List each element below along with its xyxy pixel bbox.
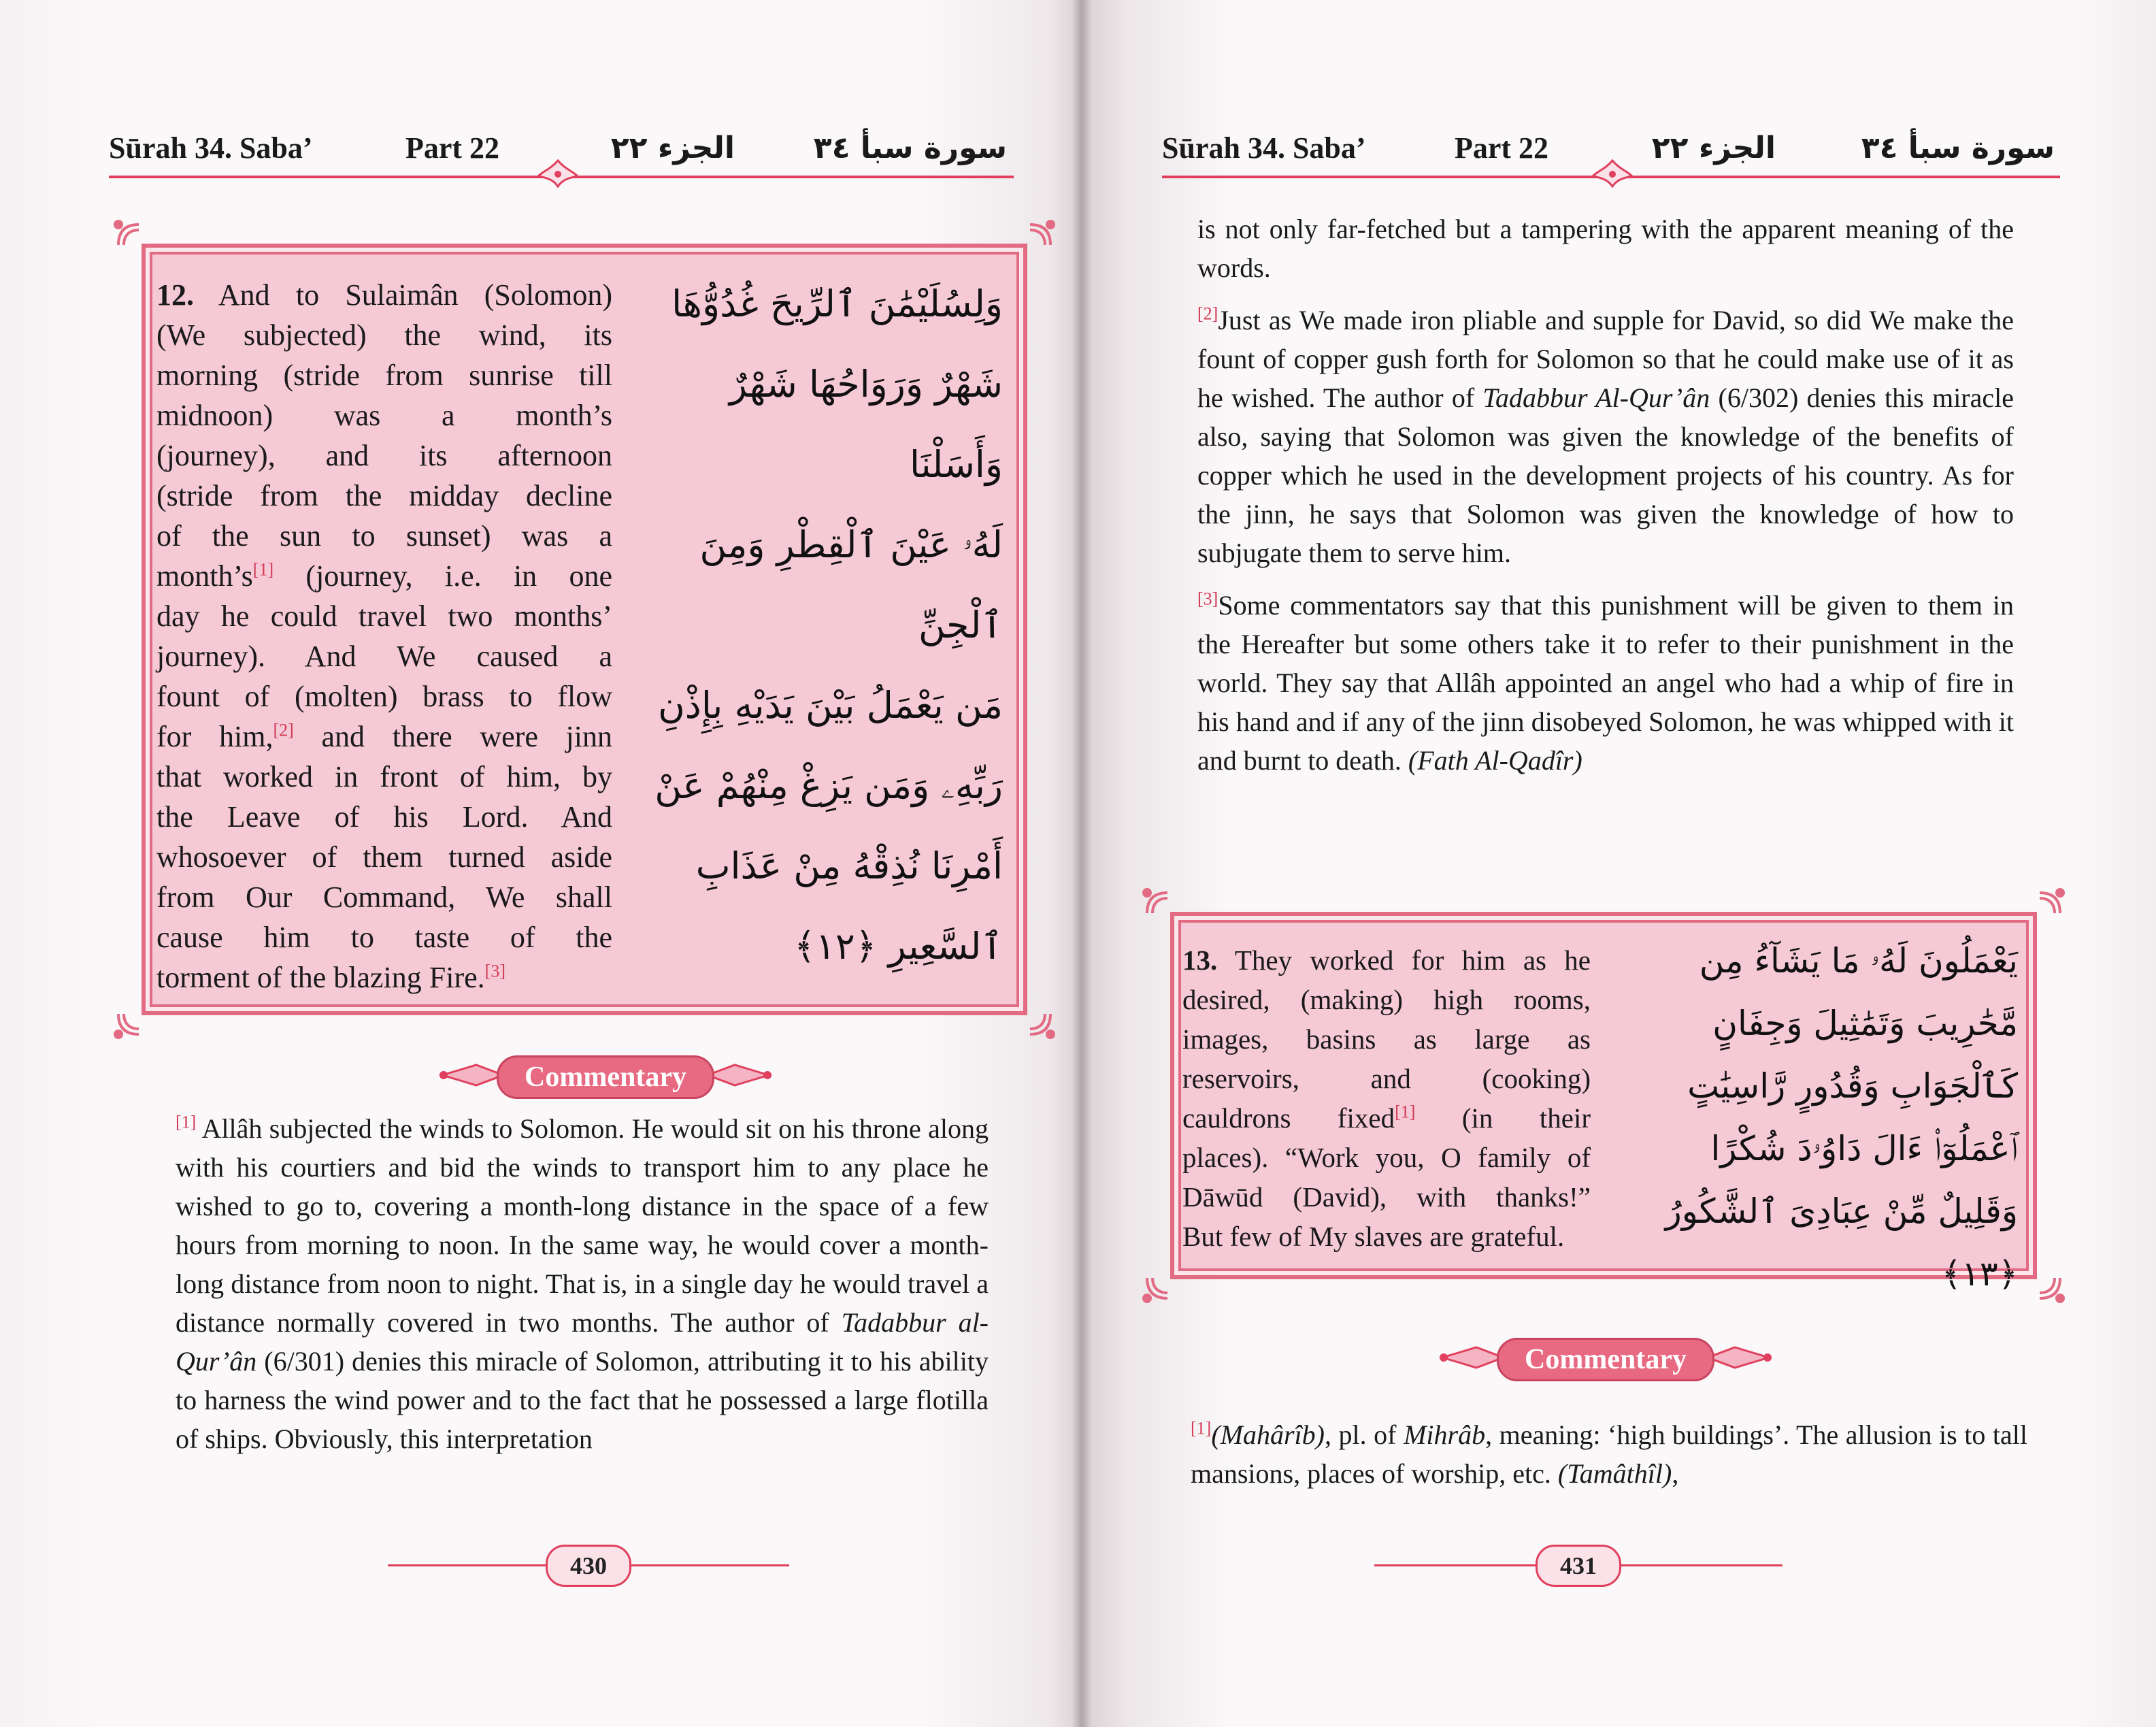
right-commentary-text: [1](Mahârîb), pl. of Mihrâb, meaning: ‘high buildings’. The allusion is to tall mansions, places of worship, etc. (Tamâthîl), [1191, 1418, 2027, 1489]
running-head-arabic-part: الجزء ٢٢ [1651, 131, 1776, 165]
corner-ornament-icon [1140, 886, 1195, 940]
verse-12-arabic: وَلِسُلَيْمَٰنَ ٱلرِّيحَ غُدُوُّهَا شَهْرٌ وَرَوَاحُهَا شَهْرٌ وَأَسَلْنَا لَهُۥ عَيْنَ ٱلْقِطْرِ وَمِنَ ٱلْجِنِّ مَن يَعْمَلُ بَيْنَ يَدَيْهِ بِإِذْنِ رَبِّهِۦ وَمَن يَزِغْ مِنْهُمْ عَنْ أَمْرِنَا نُذِقْهُ مِنْ عَذَابِ ٱلسَّعِيرِ ﴿١٢﴾ [654, 282, 1003, 968]
left-commentary-text: [1] Allâh subjected the winds to Solomon. He would sit on his throne along with his courtiers and bid the winds to transport him to any place he wished to go to, covering a month-long distance in the space of a few hours from morning to noon. In the same way, he would cover a month-long distance from noon to night. That is, in a single day he would travel a distance normally covered in two months. The author of Tadabbur al-Qur’ân (6/301) denies this miracle of Solomon, attributing it to his ability to harness the wind power and to the fact that he possessed a large flotilla of ships. Obviously, this interpretation [176, 1112, 989, 1454]
footnote-ref[interactable]: [1] [1395, 1102, 1416, 1122]
corner-ornament-icon [2012, 886, 2067, 940]
corner-ornament-icon [1003, 987, 1057, 1041]
footnote-ref[interactable]: [3] [484, 961, 505, 981]
running-head-part: Part 22 [1455, 131, 1549, 165]
commentary-label: Commentary [497, 1055, 714, 1099]
corner-ornament-icon [2012, 1251, 2067, 1305]
running-head-arabic-part: الجزء ٢٢ [610, 131, 735, 165]
banner-ornament-icon [1708, 1345, 1776, 1370]
right-notes-text: is not only far-fetched but a tampering with the apparent meaning of the words. [2]Just as We made iron pliable and supple for David, so did We make the fount of copper gush forth for Solomon so that he could make use of it as he wished. The author of Tadabbur Al-Qur’ân (6/302) denies this miracle also, saying that Solomon was given the knowledge of the benefits of copper which he used in the development projects of his country. As for the jinn, he says that Solomon was given the knowledge of how to subjugate them to serve him. [3]Some commentators say that this punishment will be given to them in the Hereafter but some others take it to refer to their punishment in the world. They say that Allâh appointed an angel who had a whip of fire in his hand and if any of the jinn disobeyed Solomon, he was whipped with it and burnt to death. (Fath Al-Qadîr) [1197, 214, 2014, 776]
banner-ornament-icon [435, 1062, 503, 1088]
verse-13-arabic: يَعْمَلُونَ لَهُۥ مَا يَشَآءُ مِن مَّحَٰرِيبَ وَتَمَٰثِيلَ وَجِفَانٍ كَٱلْجَوَابِ وَقُدُورٍ رَّاسِيَٰتٍ ٱعْمَلُوٓا۟ ءَالَ دَاوُۥدَ شُكْرًا وَقَلِيلٌ مِّنْ عِبَادِىَ ٱلشَّكُورُ ﴿١٣﴾ [1665, 941, 2018, 1294]
header-ornament-icon [1592, 158, 1633, 189]
footnote-ref[interactable]: [1] [252, 559, 274, 580]
corner-ornament-icon [1003, 218, 1057, 272]
page-number: 431 [1536, 1545, 1621, 1587]
footnote-marker: [1] [176, 1112, 197, 1132]
page-number: 430 [546, 1545, 631, 1587]
verse-13-translation: 13. They worked for him as he desired, (making) high rooms, images, basins as large as reservoirs, and (cooking) cauldrons fixed[1] (in their places). “Work you, O family of Dāwūd (David), with thanks!” But few of My slaves are grateful. [1182, 944, 1591, 1252]
running-head-arabic-surah: سورة سبأ ٣٤ [1861, 131, 2055, 165]
right-page [1082, 0, 2156, 1727]
header-ornament-icon [537, 158, 578, 189]
verse-12-translation: 12. And to Sulaimân (Solomon) (We subjected) the wind, its morning (stride from sunrise till midnoon) was a month’s (journey), and its afternoon (stride from the midday decline of the sun to sunset) was a month’s[1] (journey, i.e. in one day he could travel two months’ journey). And We caused a fount of (molten) brass to flow for him,[2] and there were jinn that worked in front of him, by the Leave of his Lord. And whosoever of them turned aside from Our Command, We shall cause him to taste of the torment of the blazing Fire.[3] [156, 278, 612, 994]
footnote-marker: [3] [1197, 589, 1218, 609]
commentary-label: Commentary [1497, 1338, 1714, 1381]
verse-13-box [1170, 912, 2037, 1294]
footnote-ref[interactable]: [2] [273, 720, 294, 740]
footnote-marker: [2] [1197, 303, 1218, 324]
banner-ornament-icon [708, 1062, 776, 1088]
commentary-banner [1436, 1334, 1776, 1381]
verse-number: 12. [156, 278, 194, 312]
corner-ornament-icon [1140, 1251, 1195, 1305]
running-head-arabic-surah: سورة سبأ ٣٤ [813, 131, 1007, 165]
footnote-marker: [1] [1191, 1418, 1212, 1438]
running-head-surah: Sūrah 34. Saba’ [1162, 131, 1366, 165]
commentary-banner [435, 1051, 776, 1099]
running-head-surah: Sūrah 34. Saba’ [109, 131, 313, 165]
corner-ornament-icon [112, 218, 166, 272]
book-gutter [1072, 0, 1092, 1727]
running-head-part: Part 22 [405, 131, 500, 165]
banner-ornament-icon [1436, 1345, 1504, 1370]
page-number-431 [1374, 1545, 1782, 1585]
verse-number: 13. [1182, 944, 1218, 976]
verse-12-box [142, 244, 1027, 1015]
page-number-430 [388, 1545, 789, 1585]
